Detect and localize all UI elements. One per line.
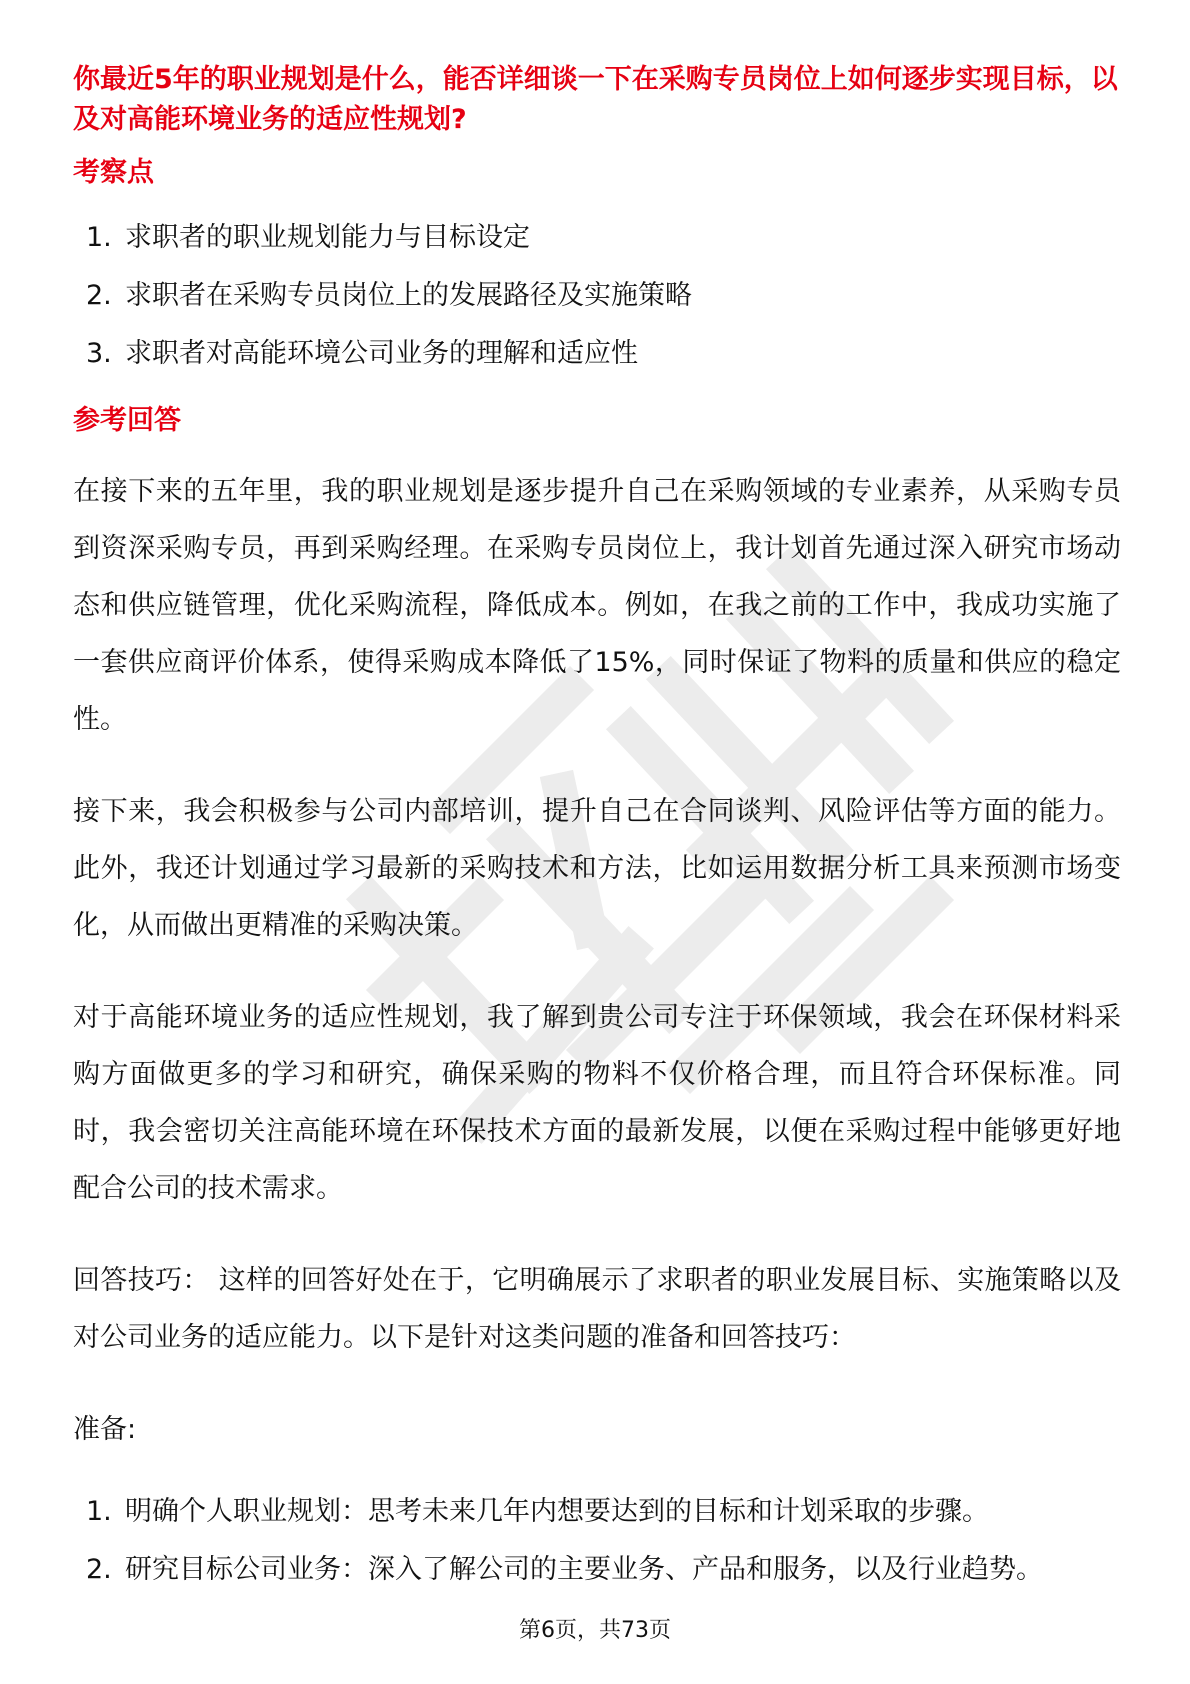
answer-paragraph-2: 接下来，我会积极参与公司内部培训，提升自己在合同谈判、风险评估等方面的能力。此外，我还计划通过学习最新的采购技术和方法，比如运用数据分析工具来预测市场变化，从而做出更精准的采购决策。 — [73, 796, 1121, 941]
document-content — [73, 60, 1121, 1599]
list-text: 求职者对高能环境公司业务的理解和适应性 — [125, 338, 638, 369]
list-text: 求职者的职业规划能力与目标设定 — [125, 222, 530, 253]
exam-points-list — [73, 209, 1121, 383]
answer-tips-paragraph: 回答技巧： 这样的回答好处在于，它明确展示了求职者的职业发展目标、实施策略以及对公司业务的适应能力。以下是针对这类问题的准备和回答技巧： — [73, 1265, 1121, 1353]
list-number: 2. — [86, 1554, 112, 1585]
list-item — [73, 325, 1121, 383]
answer-paragraph-3: 对于高能环境业务的适应性规划，我了解到贵公司专注于环保领域，我会在环保材料采购方面做更多的学习和研究，确保采购的物料不仅价格合理，而且符合环保标准。同时，我会密切关注高能环境在环保技术方面的最新发展，以便在采购过程中能够更好地配合公司的技术需求。 — [73, 1002, 1121, 1204]
exam-points-heading: 考察点 — [73, 157, 154, 188]
list-item — [73, 1483, 1121, 1541]
prep-label: 准备: — [73, 1414, 137, 1445]
list-text: 明确个人职业规划：思考未来几年内想要达到的目标和计划采取的步骤。 — [125, 1496, 989, 1527]
list-number: 3. — [86, 338, 112, 369]
list-number: 1. — [86, 1496, 112, 1527]
answer-paragraph-1: 在接下来的五年里，我的职业规划是逐步提升自己在采购领域的专业素养，从采购专员到资深采购专员，再到采购经理。在采购专员岗位上，我计划首先通过深入研究市场动态和供应链管理，优化采购流程，降低成本。例如，在我之前的工作中，我成功实施了一套供应商评价体系，使得采购成本降低了15%，同时保证了物料的质量和供应的稳定性。 — [73, 476, 1121, 735]
list-item — [73, 209, 1121, 267]
reference-answer-heading: 参考回答 — [73, 405, 181, 436]
list-item — [73, 1541, 1121, 1599]
question-title: 你最近5年的职业规划是什么，能否详细谈一下在采购专员岗位上如何逐步实现目标，以及对高能环境业务的适应性规划? — [73, 64, 1118, 135]
list-number: 2. — [86, 280, 112, 311]
list-number: 1. — [86, 222, 112, 253]
list-text: 研究目标公司业务：深入了解公司的主要业务、产品和服务，以及行业趋势。 — [125, 1554, 1043, 1585]
page-footer: 第6页，共73页 — [519, 1618, 671, 1643]
prep-list — [73, 1483, 1121, 1599]
list-item — [73, 267, 1121, 325]
list-text: 求职者在采购专员岗位上的发展路径及实施策略 — [125, 280, 692, 311]
